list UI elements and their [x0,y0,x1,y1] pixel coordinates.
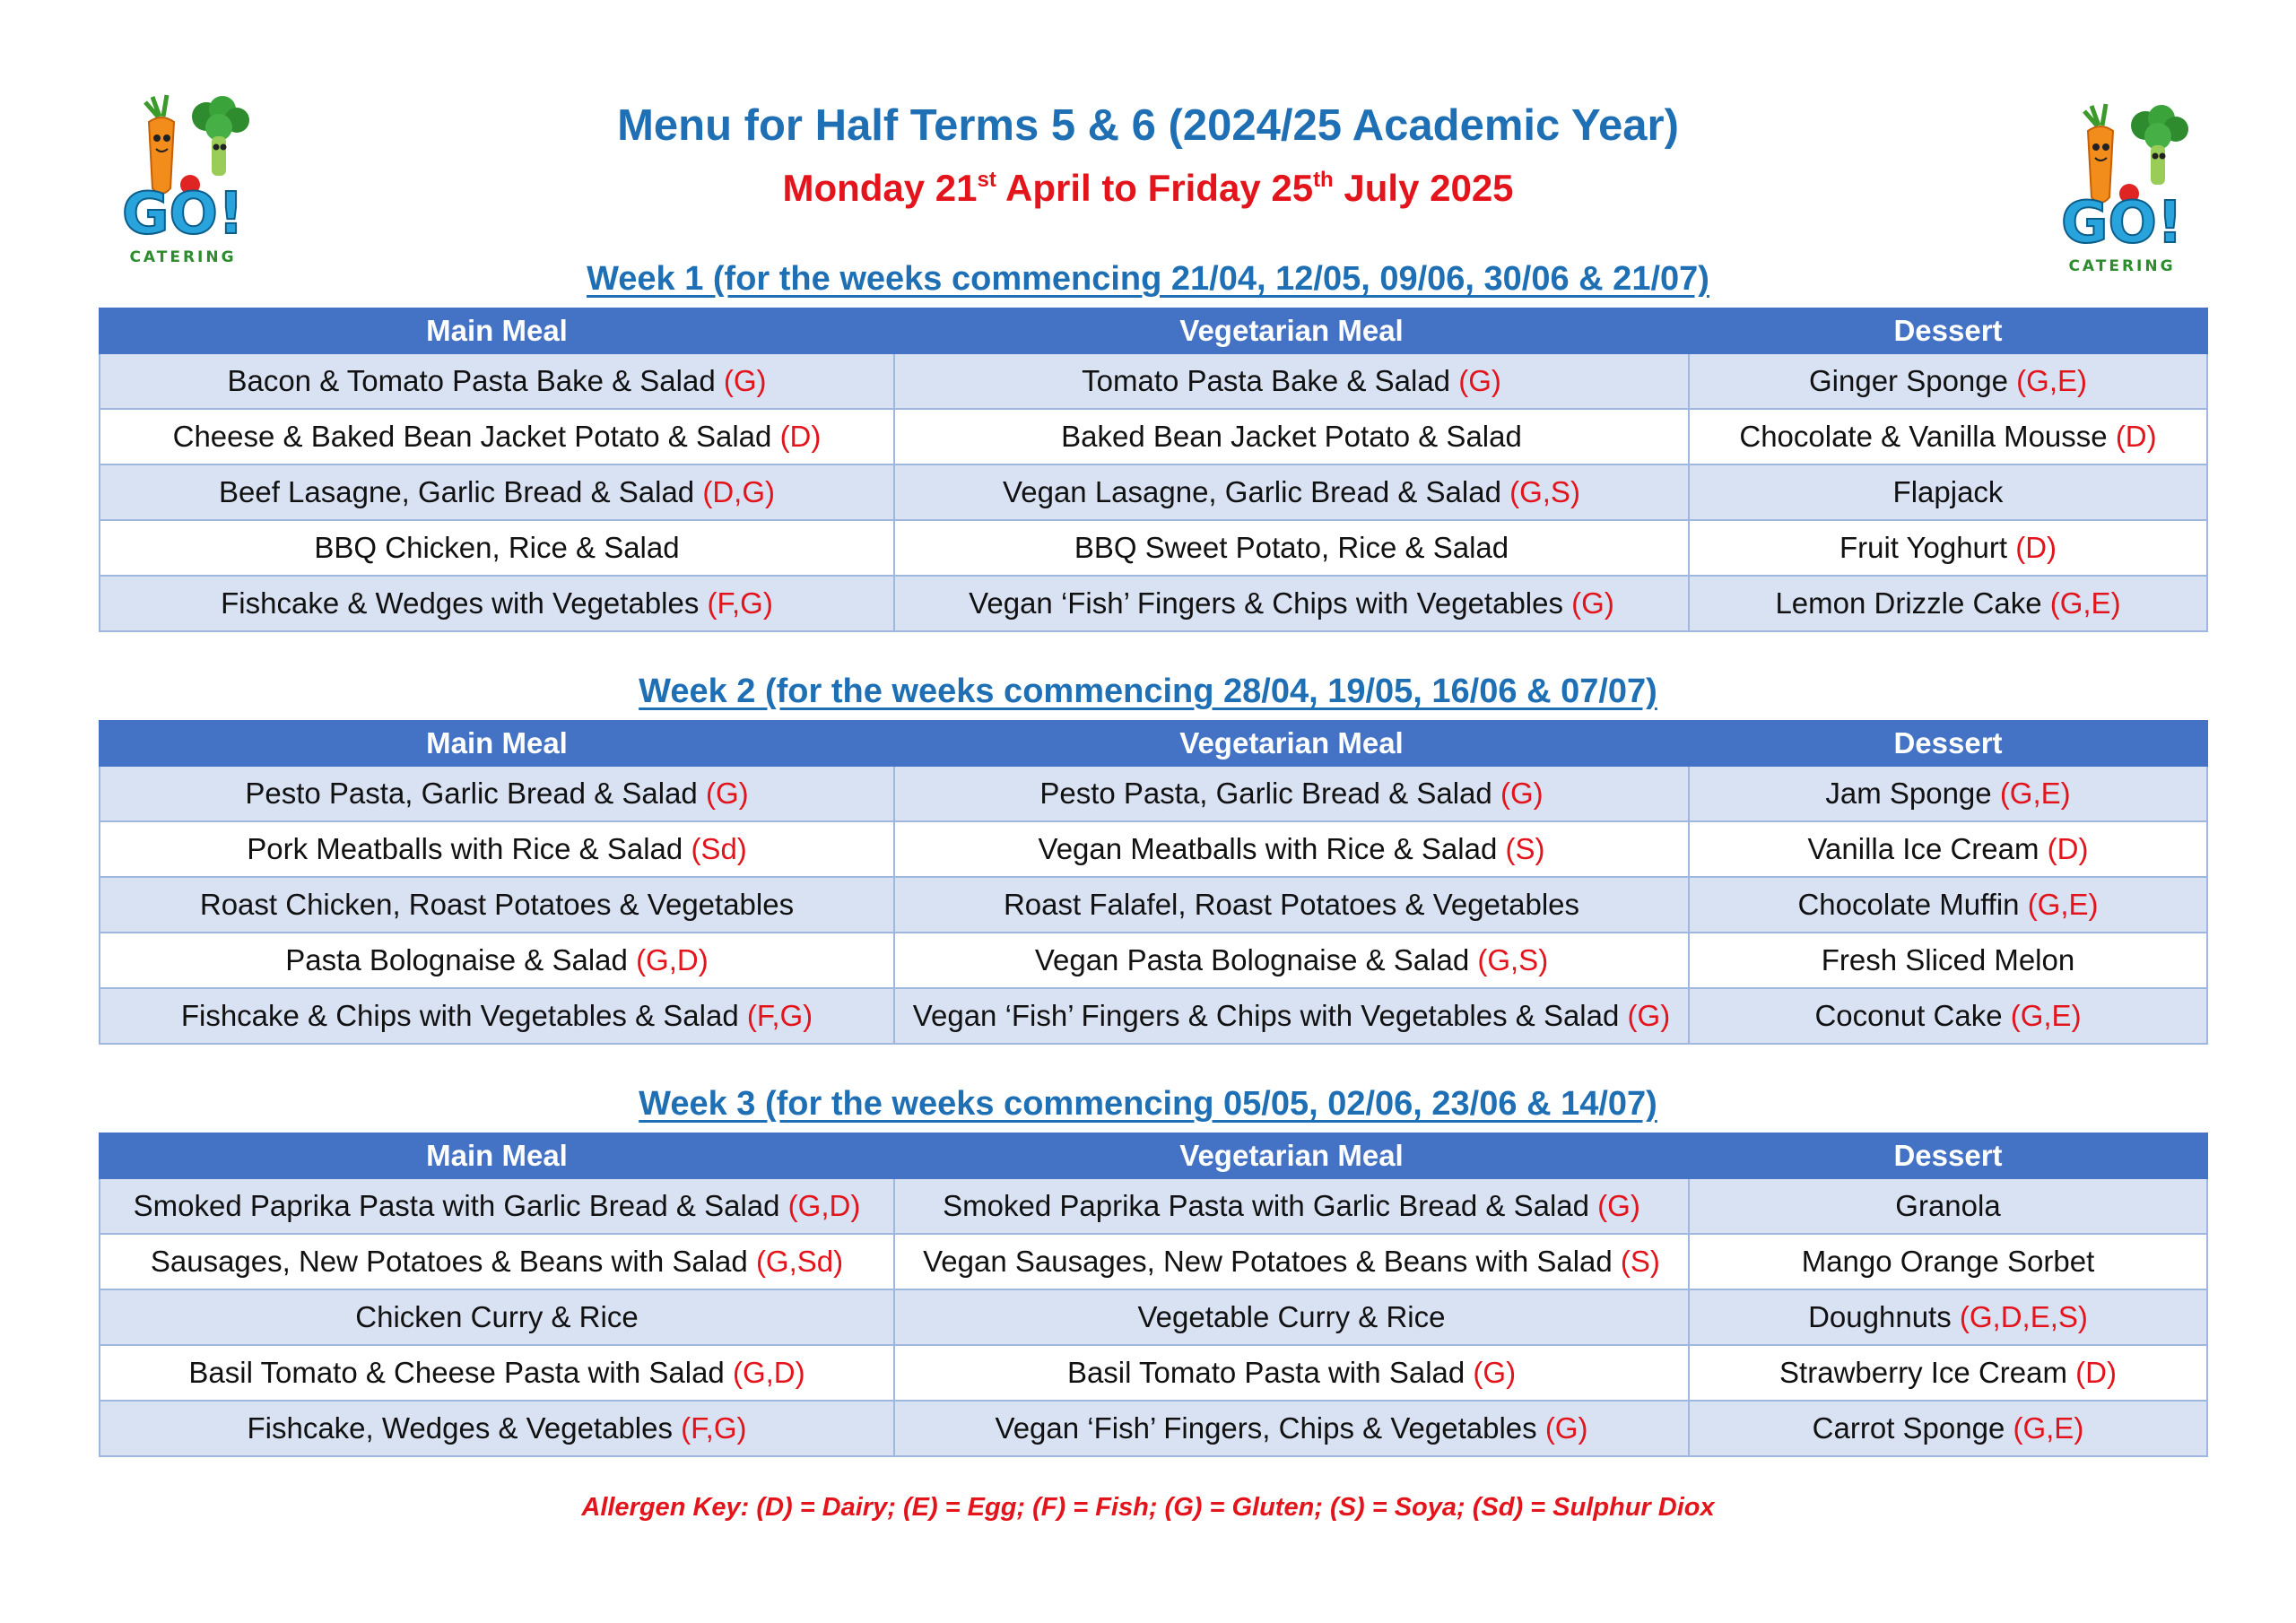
dish-name: Doughnuts [1808,1300,1952,1333]
dish-name: Smoked Paprika Pasta with Garlic Bread & Salad [133,1189,780,1222]
dish-name: Bacon & Tomato Pasta Bake & Salad [227,364,716,397]
table-header-row [100,721,2207,766]
allergen-code: (Sd) [691,832,747,865]
column-header-main-meal: Main Meal [100,1133,894,1178]
dish-name: Fresh Sliced Melon [1821,943,2075,976]
column-header-dessert: Dessert [1689,308,2207,353]
table-row [100,1234,2207,1289]
table-row [100,766,2207,821]
dish-name: Carrot Sponge [1812,1411,2005,1445]
dish-name: Vanilla Ice Cream [1807,832,2039,865]
allergen-code: (F,G) [681,1411,747,1445]
table-row [100,1289,2207,1345]
dish-name: Smoked Paprika Pasta with Garlic Bread & Salad [943,1189,1589,1222]
dish-name: Fishcake & Wedges with Vegetables [221,586,700,620]
week-2-heading: Week 2 (for the weeks commencing 28/04, 19/05, 16/06 & 07/07) [639,673,1657,710]
allergen-code: (G,S) [1509,475,1580,508]
allergen-code: (G) [705,777,749,810]
vegetarian-meal-cell [894,1178,1689,1234]
column-header-dessert: Dessert [1689,1133,2207,1178]
allergen-code: (D) [2047,832,2089,865]
dish-name: Vegan Sausages, New Potatoes & Beans with Salad [923,1245,1613,1278]
dish-name: Vegan Pasta Bolognaise & Salad [1034,943,1470,976]
main-meal-cell [100,1178,894,1234]
dessert-cell [1689,1178,2207,1234]
dish-name: Tomato Pasta Bake & Salad [1082,364,1451,397]
table-row [100,988,2207,1044]
allergen-code: (D) [2015,531,2057,564]
dish-name: Fishcake, Wedges & Vegetables [247,1411,673,1445]
dish-name: Pesto Pasta, Garlic Bread & Salad [245,777,698,810]
subtitle-middle: April to Friday 25 [996,167,1314,209]
logo-go-text: GO! [121,181,245,247]
dish-name: Pork Meatballs with Rice & Salad [247,832,683,865]
allergen-code: (G,D) [787,1189,861,1222]
dessert-cell [1689,1345,2207,1401]
dessert-cell [1689,988,2207,1044]
vegetarian-meal-cell [894,877,1689,933]
logo-catering-text: CATERING [129,248,237,266]
allergen-code: (G,Sd) [755,1245,844,1278]
allergen-code: (G,D,E,S) [1959,1300,2088,1333]
allergen-code: (G,S) [1477,943,1549,976]
column-header-vegetarian-meal: Vegetarian Meal [894,308,1689,353]
vegetarian-meal-cell [894,1345,1689,1401]
vegetarian-meal-cell [894,520,1689,576]
subtitle-ordinal-2: th [1313,168,1334,192]
dish-name: Chocolate Muffin [1797,888,2020,921]
allergen-code: (G) [1458,364,1501,397]
allergen-code: (F,G) [707,586,773,620]
main-meal-cell [100,821,894,877]
allergen-code: (G) [1597,1189,1640,1222]
allergen-code: (D) [2075,1356,2117,1389]
allergen-key: Allergen Key: (D) = Dairy; (E) = Egg; (F) = Fish; (G) = Gluten; (S) = Soya; (Sd) = Sulphur Diox [581,1493,1715,1522]
allergen-code: (F,G) [746,999,813,1032]
vegetarian-meal-cell [894,464,1689,520]
logo-catering-text: CATERING [2068,257,2176,275]
dessert-cell [1689,353,2207,409]
column-header-vegetarian-meal: Vegetarian Meal [894,1133,1689,1178]
dessert-cell [1689,576,2207,631]
table-row [100,821,2207,877]
vegetarian-meal-cell [894,766,1689,821]
allergen-code: (G,E) [2016,364,2087,397]
table-row [100,1345,2207,1401]
dessert-cell [1689,1401,2207,1456]
column-header-vegetarian-meal: Vegetarian Meal [894,721,1689,766]
dessert-cell [1689,409,2207,464]
vegetarian-meal-cell [894,409,1689,464]
dish-name: Chocolate & Vanilla Mousse [1739,420,2108,453]
main-meal-cell [100,1234,894,1289]
dessert-cell [1689,1289,2207,1345]
main-meal-cell [100,1345,894,1401]
dessert-cell [1689,766,2207,821]
allergen-code: (S) [1505,832,1545,865]
main-meal-cell [100,1401,894,1456]
vegetarian-meal-cell [894,1234,1689,1289]
main-meal-cell [100,933,894,988]
dish-name: BBQ Chicken, Rice & Salad [314,531,680,564]
dessert-cell [1689,464,2207,520]
allergen-code: (D,G) [702,475,775,508]
allergen-code: (D) [779,420,822,453]
allergen-code: (S) [1620,1245,1660,1278]
dish-name: Pasta Bolognaise & Salad [285,943,628,976]
table-header-row [100,1133,2207,1178]
dish-name: Fruit Yoghurt [1839,531,2008,564]
allergen-code: (G,E) [2010,999,2082,1032]
vegetarian-meal-cell [894,933,1689,988]
dish-name: Pesto Pasta, Garlic Bread & Salad [1039,777,1492,810]
dish-name: Ginger Sponge [1809,364,2008,397]
dish-name: Vegan ‘Fish’ Fingers & Chips with Vegetables [969,586,1563,620]
dessert-cell [1689,933,2207,988]
dessert-cell [1689,821,2207,877]
week-1-menu-table [99,308,2208,632]
dish-name: Strawberry Ice Cream [1779,1356,2067,1389]
dish-name: Roast Chicken, Roast Potatoes & Vegetables [199,888,795,921]
table-row [100,409,2207,464]
subtitle-ordinal-1: st [977,168,996,192]
dessert-cell [1689,520,2207,576]
allergen-code: (G,D) [636,943,709,976]
allergen-code: (D) [2115,420,2157,453]
main-meal-cell [100,464,894,520]
dish-name: Roast Falafel, Roast Potatoes & Vegetables [1003,888,1580,921]
table-row [100,520,2207,576]
date-range-subtitle [0,167,2296,210]
table-row [100,353,2207,409]
dish-name: Baked Bean Jacket Potato & Salad [1061,420,1522,453]
page-title: Menu for Half Terms 5 & 6 (2024/25 Academic Year) [617,101,1679,150]
vegetarian-meal-cell [894,1401,1689,1456]
main-meal-cell [100,520,894,576]
main-meal-cell [100,576,894,631]
column-header-main-meal: Main Meal [100,308,894,353]
main-meal-cell [100,409,894,464]
allergen-code: (G) [1544,1411,1588,1445]
week-3-heading: Week 3 (for the weeks commencing 05/05, 02/06, 23/06 & 14/07) [639,1085,1657,1123]
week-3-menu-table [99,1133,2208,1457]
allergen-code: (G,E) [1999,777,2071,810]
table-row [100,464,2207,520]
vegetarian-meal-cell [894,353,1689,409]
column-header-main-meal: Main Meal [100,721,894,766]
subtitle-end: July 2025 [1333,167,1514,209]
dish-name: Mango Orange Sorbet [1801,1245,2095,1278]
main-meal-cell [100,353,894,409]
table-row [100,1401,2207,1456]
vegetarian-meal-cell [894,1289,1689,1345]
allergen-code: (G) [1473,1356,1517,1389]
vegetarian-meal-cell [894,988,1689,1044]
main-meal-cell [100,877,894,933]
allergen-code: (G,E) [2049,586,2121,620]
main-meal-cell [100,988,894,1044]
table-row [100,933,2207,988]
dish-name: BBQ Sweet Potato, Rice & Salad [1074,531,1509,564]
allergen-code: (G) [1571,586,1614,620]
dish-name: Granola [1895,1189,2001,1222]
main-meal-cell [100,766,894,821]
logo-go-text: GO! [2060,190,2184,256]
dish-name: Beef Lasagne, Garlic Bread & Salad [219,475,695,508]
dish-name: Vegetable Curry & Rice [1137,1300,1446,1333]
dish-name: Fishcake & Chips with Vegetables & Salad [180,999,739,1032]
column-header-dessert: Dessert [1689,721,2207,766]
vegetarian-meal-cell [894,821,1689,877]
dish-name: Sausages, New Potatoes & Beans with Salad [150,1245,748,1278]
dessert-cell [1689,1234,2207,1289]
table-row [100,877,2207,933]
dish-name: Vegan ‘Fish’ Fingers, Chips & Vegetables [995,1411,1537,1445]
week-2-menu-table [99,720,2208,1045]
dish-name: Coconut Cake [1814,999,2003,1032]
table-row [100,1178,2207,1234]
dish-name: Lemon Drizzle Cake [1775,586,2042,620]
vegetarian-meal-cell [894,576,1689,631]
subtitle-start: Monday 21 [782,167,978,209]
allergen-code: (G,D) [732,1356,805,1389]
dish-name: Basil Tomato Pasta with Salad [1066,1356,1465,1389]
dish-name: Jam Sponge [1825,777,1992,810]
dish-name: Vegan ‘Fish’ Fingers & Chips with Vegetables & Salad [912,999,1620,1032]
main-meal-cell [100,1289,894,1345]
allergen-code: (G) [1500,777,1544,810]
allergen-code: (G,E) [2027,888,2099,921]
dish-name: Chicken Curry & Rice [355,1300,639,1333]
week-1-heading: Week 1 (for the weeks commencing 21/04, 12/05, 09/06, 30/06 & 21/07) [587,260,1709,298]
dish-name: Basil Tomato & Cheese Pasta with Salad [188,1356,725,1389]
table-header-row [100,308,2207,353]
dish-name: Flapjack [1892,475,2004,508]
allergen-code: (G) [723,364,767,397]
dish-name: Cheese & Baked Bean Jacket Potato & Salad [172,420,772,453]
allergen-code: (G,E) [2013,1411,2084,1445]
allergen-code: (G) [1627,999,1671,1032]
table-row [100,576,2207,631]
dish-name: Vegan Lasagne, Garlic Bread & Salad [1003,475,1501,508]
dessert-cell [1689,877,2207,933]
dish-name: Vegan Meatballs with Rice & Salad [1038,832,1498,865]
